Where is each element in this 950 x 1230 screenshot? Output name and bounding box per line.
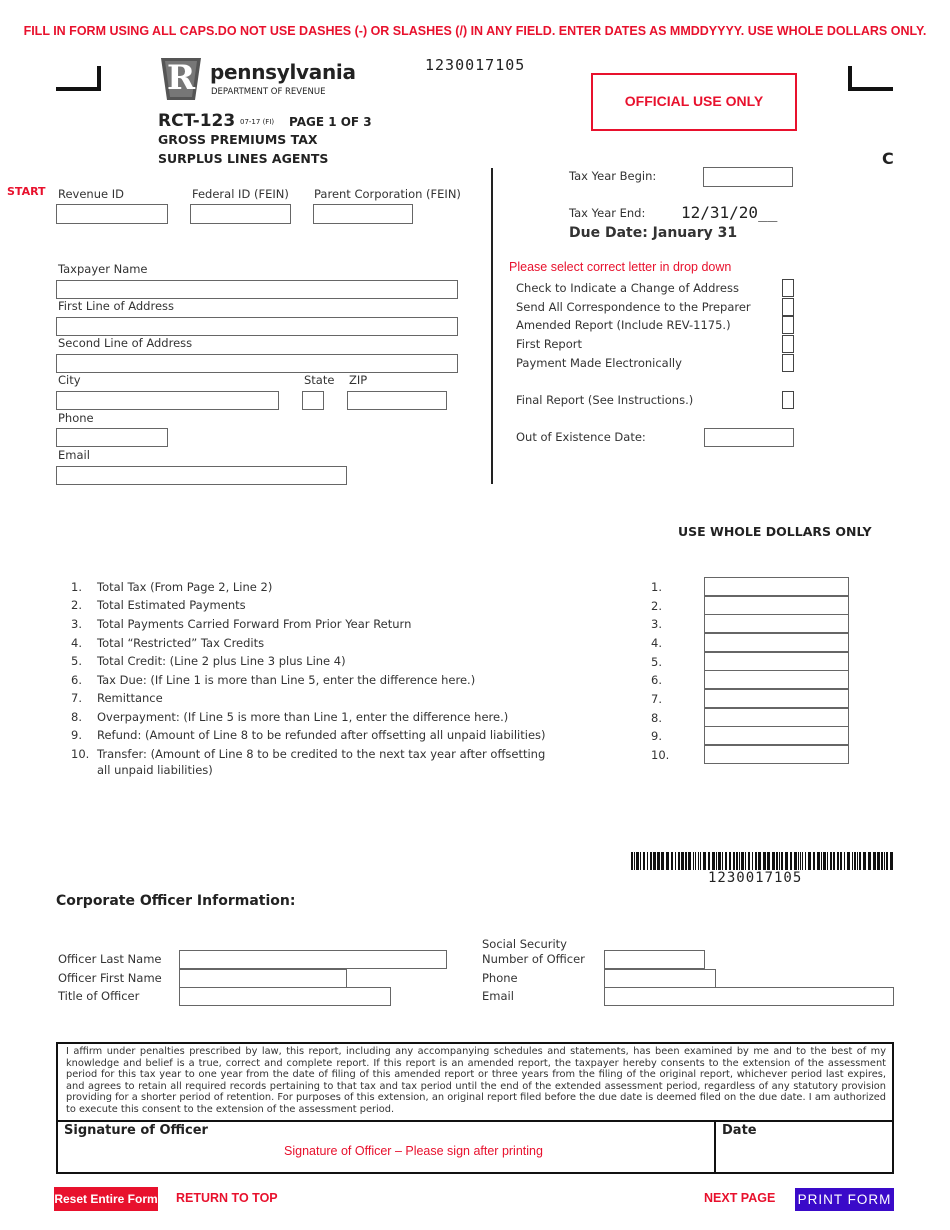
barcode-bar [755,852,757,870]
form-id: RCT-123 [158,111,236,131]
line-6-amount-num: 6. [651,673,662,687]
line-2-amount-input[interactable] [704,596,849,615]
taxpayer-name-label: Taxpayer Name [58,262,148,276]
signature-area[interactable] [58,1140,712,1172]
barcode-bar [741,852,744,870]
barcode-bar [886,852,888,870]
amended-report-label: Amended Report (Include REV-1175.) [516,318,731,332]
parent-corp-input[interactable] [313,204,413,224]
revenue-id-input[interactable] [56,204,168,224]
officer-email-input[interactable] [604,987,894,1006]
barcode-bar [643,852,645,870]
first-report-label: First Report [516,337,582,351]
line-4-amount-input[interactable] [704,633,849,652]
barcode-bar [647,852,648,870]
form-title-line-1: GROSS PREMIUMS TAX [158,132,318,147]
page-info: PAGE 1 OF 3 [289,115,372,129]
line-8-num: 8. [71,710,82,724]
barcode-bar [844,852,845,870]
tax-year-begin-label: Tax Year Begin: [569,169,657,183]
line-3-text: Total Payments Carried Forward From Prior Year Return [97,617,412,631]
phone-label: Phone [58,411,94,425]
barcode-bar [854,852,856,870]
officer-ssn-label-1: Social Security [482,937,567,951]
federal-id-input[interactable] [190,204,291,224]
line-2-amount-num: 2. [651,599,662,613]
barcode-bar [833,852,835,870]
line-8-amount-num: 8. [651,711,662,725]
line-5-amount-num: 5. [651,655,662,669]
reset-form-button[interactable]: Reset Entire Form [54,1187,158,1211]
final-report-checkbox[interactable] [782,391,794,409]
barcode-bar [798,852,799,870]
barcode-bar [688,852,691,870]
barcode-bar [666,852,669,870]
line-7-text: Remittance [97,691,163,705]
barcode-bar [657,852,660,870]
correspondence-preparer-label: Send All Correspondence to the Preparer [516,300,751,314]
barcode-bar [847,852,850,870]
barcode-bar [823,852,826,870]
line-5-num: 5. [71,654,82,668]
corner-mark-right [848,66,893,91]
section-divider [491,168,493,484]
barcode-bar [650,852,652,870]
final-report-label: Final Report (See Instructions.) [516,393,694,407]
line-1-text: Total Tax (From Page 2, Line 2) [97,580,273,594]
parent-corp-label: Parent Corporation (FEIN) [314,187,461,201]
next-page-button[interactable]: NEXT PAGE [704,1191,776,1205]
corner-mark-left [56,66,101,91]
signature-note: Signature of Officer – Please sign after printing [284,1144,543,1158]
address-1-label: First Line of Address [58,299,175,313]
barcode-bar [671,852,673,870]
barcode-bar [776,852,778,870]
barcode-bar [729,852,731,870]
line-10-amount-num: 10. [651,748,670,762]
line-10-text: Transfer: (Amount of Line 8 to be credited to the next tax year after offsetting [97,747,546,761]
barcode-bar [805,852,806,870]
barcode-bar [636,852,639,870]
barcode-bar [821,852,822,870]
barcode-bar [781,852,783,870]
line-4-amount-num: 4. [651,636,662,650]
line-4-num: 4. [71,636,82,650]
address-2-input[interactable] [56,354,458,373]
line-7-num: 7. [71,691,82,705]
barcode-bar [739,852,740,870]
start-label: START [7,185,46,198]
barcode-bar [785,852,788,870]
barcode-bar [693,852,694,870]
whole-dollars-note: USE WHOLE DOLLARS ONLY [678,524,872,539]
line-9-amount-input[interactable] [704,726,849,745]
form-title-line-2: SURPLUS LINES AGENTS [158,151,329,166]
barcode-bar [873,852,876,870]
barcode-bar [653,852,656,870]
state-input[interactable] [302,391,324,410]
change-address-label: Check to Indicate a Change of Address [516,281,739,295]
line-3-amount-num: 3. [651,617,662,631]
signature-divider [56,1120,894,1122]
line-2-text: Total Estimated Payments [97,598,246,612]
barcode-bar [640,852,641,870]
email-input[interactable] [56,466,347,485]
officer-first-name-input[interactable] [179,969,347,988]
barcode-bar [827,852,828,870]
barcode-text: 1230017105 [708,870,803,886]
signature-date-divider [714,1120,716,1174]
officer-phone-label: Phone [482,971,518,985]
signature-date-area[interactable] [718,1140,892,1172]
line-5-text: Total Credit: (Line 2 plus Line 3 plus Line 4) [97,654,346,668]
line-1-amount-num: 1. [651,580,662,594]
barcode-bar [830,852,832,870]
barcode-bar [800,852,801,870]
due-date: Due Date: January 31 [569,225,738,241]
barcode-bar [736,852,738,870]
line-7-amount-num: 7. [651,692,662,706]
barcode-bar [661,852,664,870]
line-8-text: Overpayment: (If Line 5 is more than Line 1, enter the difference here.) [97,710,509,724]
officer-last-name-input[interactable] [179,950,447,969]
barcode-bar [840,852,842,870]
officer-ssn-label-2: Number of Officer [482,952,585,966]
change-address-checkbox[interactable] [782,279,794,297]
barcode-bar [857,852,858,870]
officer-first-name-label: Officer First Name [58,971,162,985]
officer-last-name-label: Officer Last Name [58,952,162,966]
out-of-existence-label: Out of Existence Date: [516,430,646,444]
barcode-bar [868,852,871,870]
barcode-bar [817,852,820,870]
barcode-bar [675,852,676,870]
city-input[interactable] [56,391,279,410]
line-8-amount-input[interactable] [704,708,849,727]
barcode-bar [790,852,792,870]
city-label: City [58,373,81,387]
payment-electronic-label: Payment Made Electronically [516,356,682,370]
line-10-num: 10. [71,747,90,761]
line-5-amount-input[interactable] [704,652,849,671]
barcode-bar [722,852,723,870]
officer-phone-input[interactable] [604,969,716,988]
affirmation-text: I affirm under penalties prescribed by law, this report, including any accompanying schedules and statements, has been examined by me and to the best of my knowledge and belief is a true, correct and complete report. If this report is an amended report, the taxpayer hereby consents to the extension of the assessment period for this tax year to one year from the date of filing of this amended report or three years from the filing of the original report, whichever period last expires, and agrees to retain all required records pertaining to that tax and tax period until the end of the extended assessment period, regardless of any statutory provision providing for a shorter period of retention. For purposes of this extension, an original report filed before the due date is deemed filed on the due date. I am authorized to execute this consent to the extension of the assessment period. [66,1046,886,1115]
officer-title-input[interactable] [179,987,391,1006]
revenue-id-label: Revenue ID [58,187,124,201]
barcode-bar [712,852,715,870]
correspondence-preparer-checkbox[interactable] [782,298,794,316]
barcode-bar [698,852,699,870]
letter-code: C [882,149,894,168]
barcode-bar [752,852,753,870]
line-1-amount-input[interactable] [704,577,849,596]
line-9-text: Refund: (Amount of Line 8 to be refunded after offsetting all unpaid liabilities) [97,728,546,742]
federal-id-label: Federal ID (FEIN) [192,187,289,201]
barcode-bar [767,852,770,870]
barcode-bar [779,852,780,870]
print-form-button[interactable]: PRINT FORM [795,1188,894,1211]
barcode-bar [859,852,861,870]
line-10-text-continued: all unpaid liabilities) [97,763,213,777]
barcode-bar [703,852,706,870]
line-3-num: 3. [71,617,82,631]
out-of-existence-input[interactable] [704,428,794,447]
payment-electronic-checkbox[interactable] [782,354,794,372]
barcode-bar [794,852,797,870]
line-7-amount-input[interactable] [704,689,849,708]
barcode-bar [708,852,710,870]
date-label: Date [722,1123,757,1138]
line-3-amount-input[interactable] [704,614,849,633]
amended-report-checkbox[interactable] [782,316,794,334]
tax-year-end-label: Tax Year End: [569,206,646,220]
barcode-bar [863,852,866,870]
pa-revenue-logo [157,56,357,104]
phone-input[interactable] [56,428,168,447]
email-label: Email [58,448,90,462]
zip-label: ZIP [349,373,368,387]
logo-dept: DEPARTMENT OF REVENUE [211,87,326,97]
barcode-bar [837,852,839,870]
barcode-bar [881,852,883,870]
barcode-bar [631,852,633,870]
return-top-button[interactable]: RETURN TO TOP [176,1191,278,1205]
form-version: 07-17 (FI) [240,118,275,126]
barcode-bar [678,852,680,870]
barcode-bar [852,852,853,870]
officer-heading: Corporate Officer Information: [56,893,296,909]
tax-year-begin-input[interactable] [703,167,793,187]
barcode-bar [745,852,746,870]
barcode-bar [733,852,735,870]
barcode-bar [813,852,815,870]
form-scan-code: 1230017105 [425,56,526,74]
first-report-checkbox[interactable] [782,335,794,353]
barcode-bar [763,852,766,870]
barcode-bar [877,852,880,870]
barcode-bar [772,852,775,870]
logo-name: pennsylvania [210,60,356,84]
officer-title-label: Title of Officer [58,989,140,1003]
line-6-num: 6. [71,673,82,687]
barcode-bar [884,852,885,870]
taxpayer-name-input[interactable] [56,280,458,299]
barcode-bar [802,852,803,870]
barcode-bar [748,852,750,870]
line-6-text: Tax Due: (If Line 1 is more than Line 5, enter the difference here.) [97,673,476,687]
zip-input[interactable] [347,391,447,410]
official-use-label: OFFICIAL USE ONLY [624,93,764,109]
barcode-bar [725,852,727,870]
line-6-amount-input[interactable] [704,670,849,689]
logo-letter: R [166,58,196,98]
barcode-bar [718,852,721,870]
barcode-bar [890,852,893,870]
officer-email-label: Email [482,989,514,1003]
barcode-bar [681,852,684,870]
tax-year-end-value[interactable]: 12/31/20__ [681,203,778,222]
barcode-bar [716,852,717,870]
address-1-input[interactable] [56,317,458,336]
barcode-bar [700,852,701,870]
address-2-label: Second Line of Address [58,336,193,350]
line-4-text: Total “Restricted” Tax Credits [97,636,265,650]
state-label: State [304,373,335,387]
officer-ssn-input[interactable] [604,950,705,969]
barcode-bar [634,852,635,870]
line-10-amount-input[interactable] [704,745,849,764]
barcode-bar [695,852,696,870]
barcode-bar [758,852,761,870]
barcode-bar [808,852,811,870]
line-1-num: 1. [71,580,82,594]
instruction-banner: FILL IN FORM USING ALL CAPS.DO NOT USE DASHES (-) OR SLASHES (/) IN ANY FIELD. ENTER DATES AS MMDDYYYY. USE WHOLE DOLLARS ONLY. [23,24,927,38]
line-9-num: 9. [71,728,82,742]
dropdown-note: Please select correct letter in drop down [509,260,732,274]
barcode-bar [685,852,687,870]
line-9-amount-num: 9. [651,729,662,743]
line-2-num: 2. [71,598,82,612]
signature-label: Signature of Officer [64,1123,208,1138]
